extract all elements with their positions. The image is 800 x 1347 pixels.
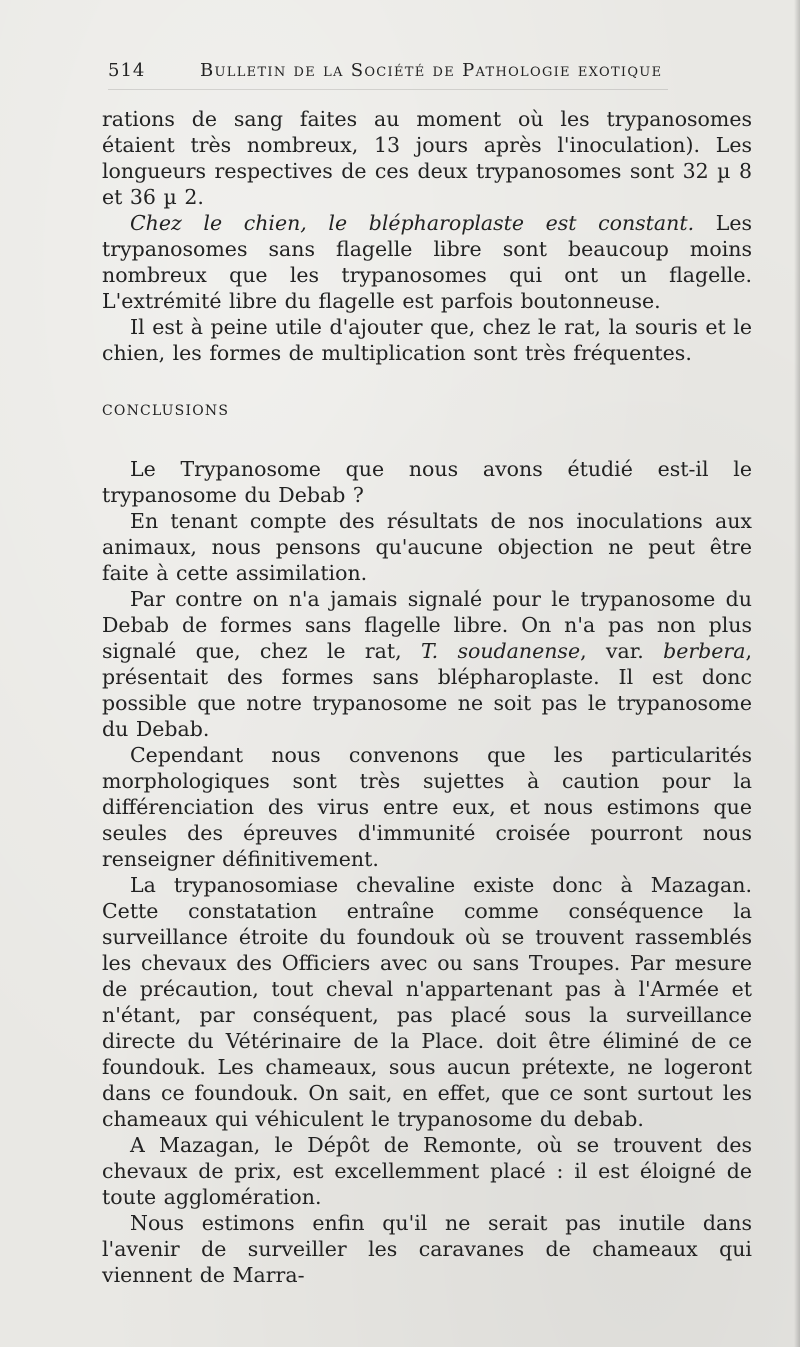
paragraph-6-part-a: Par contre on n'a jamais signalé pour le trypanosome du Debab de formes sans flagelle libre. On n'a pas non plus signalé que, chez le rat, — [102, 587, 752, 663]
paragraph-6-part-c: , présentait des formes sans blépharoplaste. Il est donc possible que notre trypanosome ne soit pas le trypanosome du Debab. — [102, 639, 752, 741]
paragraph-8: La trypanosomiase chevaline existe donc à Mazagan. Cette constatation entraîne comme conséquence la surveillance étroite du foundouk où se trouvent rassemblés les chevaux des Officiers avec ou sans Troupes. Par mesure de précaution, tout cheval n'appartenant pas à l'Armée et n'étant, par conséquent, pas placé sous la surveillance directe du Vétérinaire de la Place. doit être éliminé de ce foundouk. Les chameaux, sous aucun prétexte, ne logeront dans ce foundouk. On sait, en effet, que ce sont surtout les chameaux qui véhiculent le trypanosome du debab. — [102, 873, 752, 1131]
paragraph-3: Il est à peine utile d'ajouter que, chez le rat, la souris et le chien, les formes de multiplication sont très fréquentes. — [102, 315, 752, 365]
paragraph-2 — [102, 210, 752, 314]
running-title: Bulletin de la Société de Pathologie exotique — [200, 60, 663, 81]
body-text — [102, 106, 752, 1288]
section-heading: CONCLUSIONS — [102, 403, 230, 419]
paragraph-4: Le Trypanosome que nous avons étudié est-il le trypanosome du Debab ? — [102, 457, 752, 507]
page-number: 514 — [108, 60, 146, 81]
paragraph-6 — [102, 586, 752, 742]
paragraph-5: En tenant compte des résultats de nos inoculations aux animaux, nous pensons qu'aucune objection ne peut être faite à cette assimilation. — [102, 509, 752, 585]
paragraph-2-italic: Chez le chien, le blépharoplaste est constant. — [130, 211, 695, 235]
page-edge-shadow — [794, 0, 800, 1347]
paragraph-10: Nous estimons enfin qu'il ne serait pas inutile dans l'avenir de surveiller les caravanes de chameaux qui viennent de Marra- — [102, 1211, 752, 1287]
paragraph-6-part-b: , var. — [580, 639, 664, 663]
paragraph-1: rations de sang faites au moment où les trypanosomes étaient très nombreux, 13 jours après l'inoculation). Les longueurs respectives de ces deux trypanosomes sont 32 µ 8 et 36 µ 2. — [102, 107, 752, 209]
paragraph-9: A Mazagan, le Dépôt de Remonte, où se trouvent des chevaux de prix, est excellemment placé : il est éloigné de toute agglomération. — [102, 1133, 752, 1209]
paragraph-2-rest: Les trypanosomes sans flagelle libre sont beaucoup moins nombreux que les trypanosomes qui ont un flagelle. L'extrémité libre du flagelle est parfois boutonneuse. — [102, 211, 752, 313]
species-name: T. soudanense — [420, 639, 581, 663]
paragraph-7: Cependant nous convenons que les particularités morphologiques sont très sujettes à caution pour la différenciation des virus entre eux, et nous estimons que seules des épreuves d'immunité croisée pourront nous renseigner définitivement. — [102, 743, 752, 871]
variety-name: berbera — [663, 639, 746, 663]
running-header — [108, 60, 668, 90]
header-rule — [108, 89, 668, 90]
